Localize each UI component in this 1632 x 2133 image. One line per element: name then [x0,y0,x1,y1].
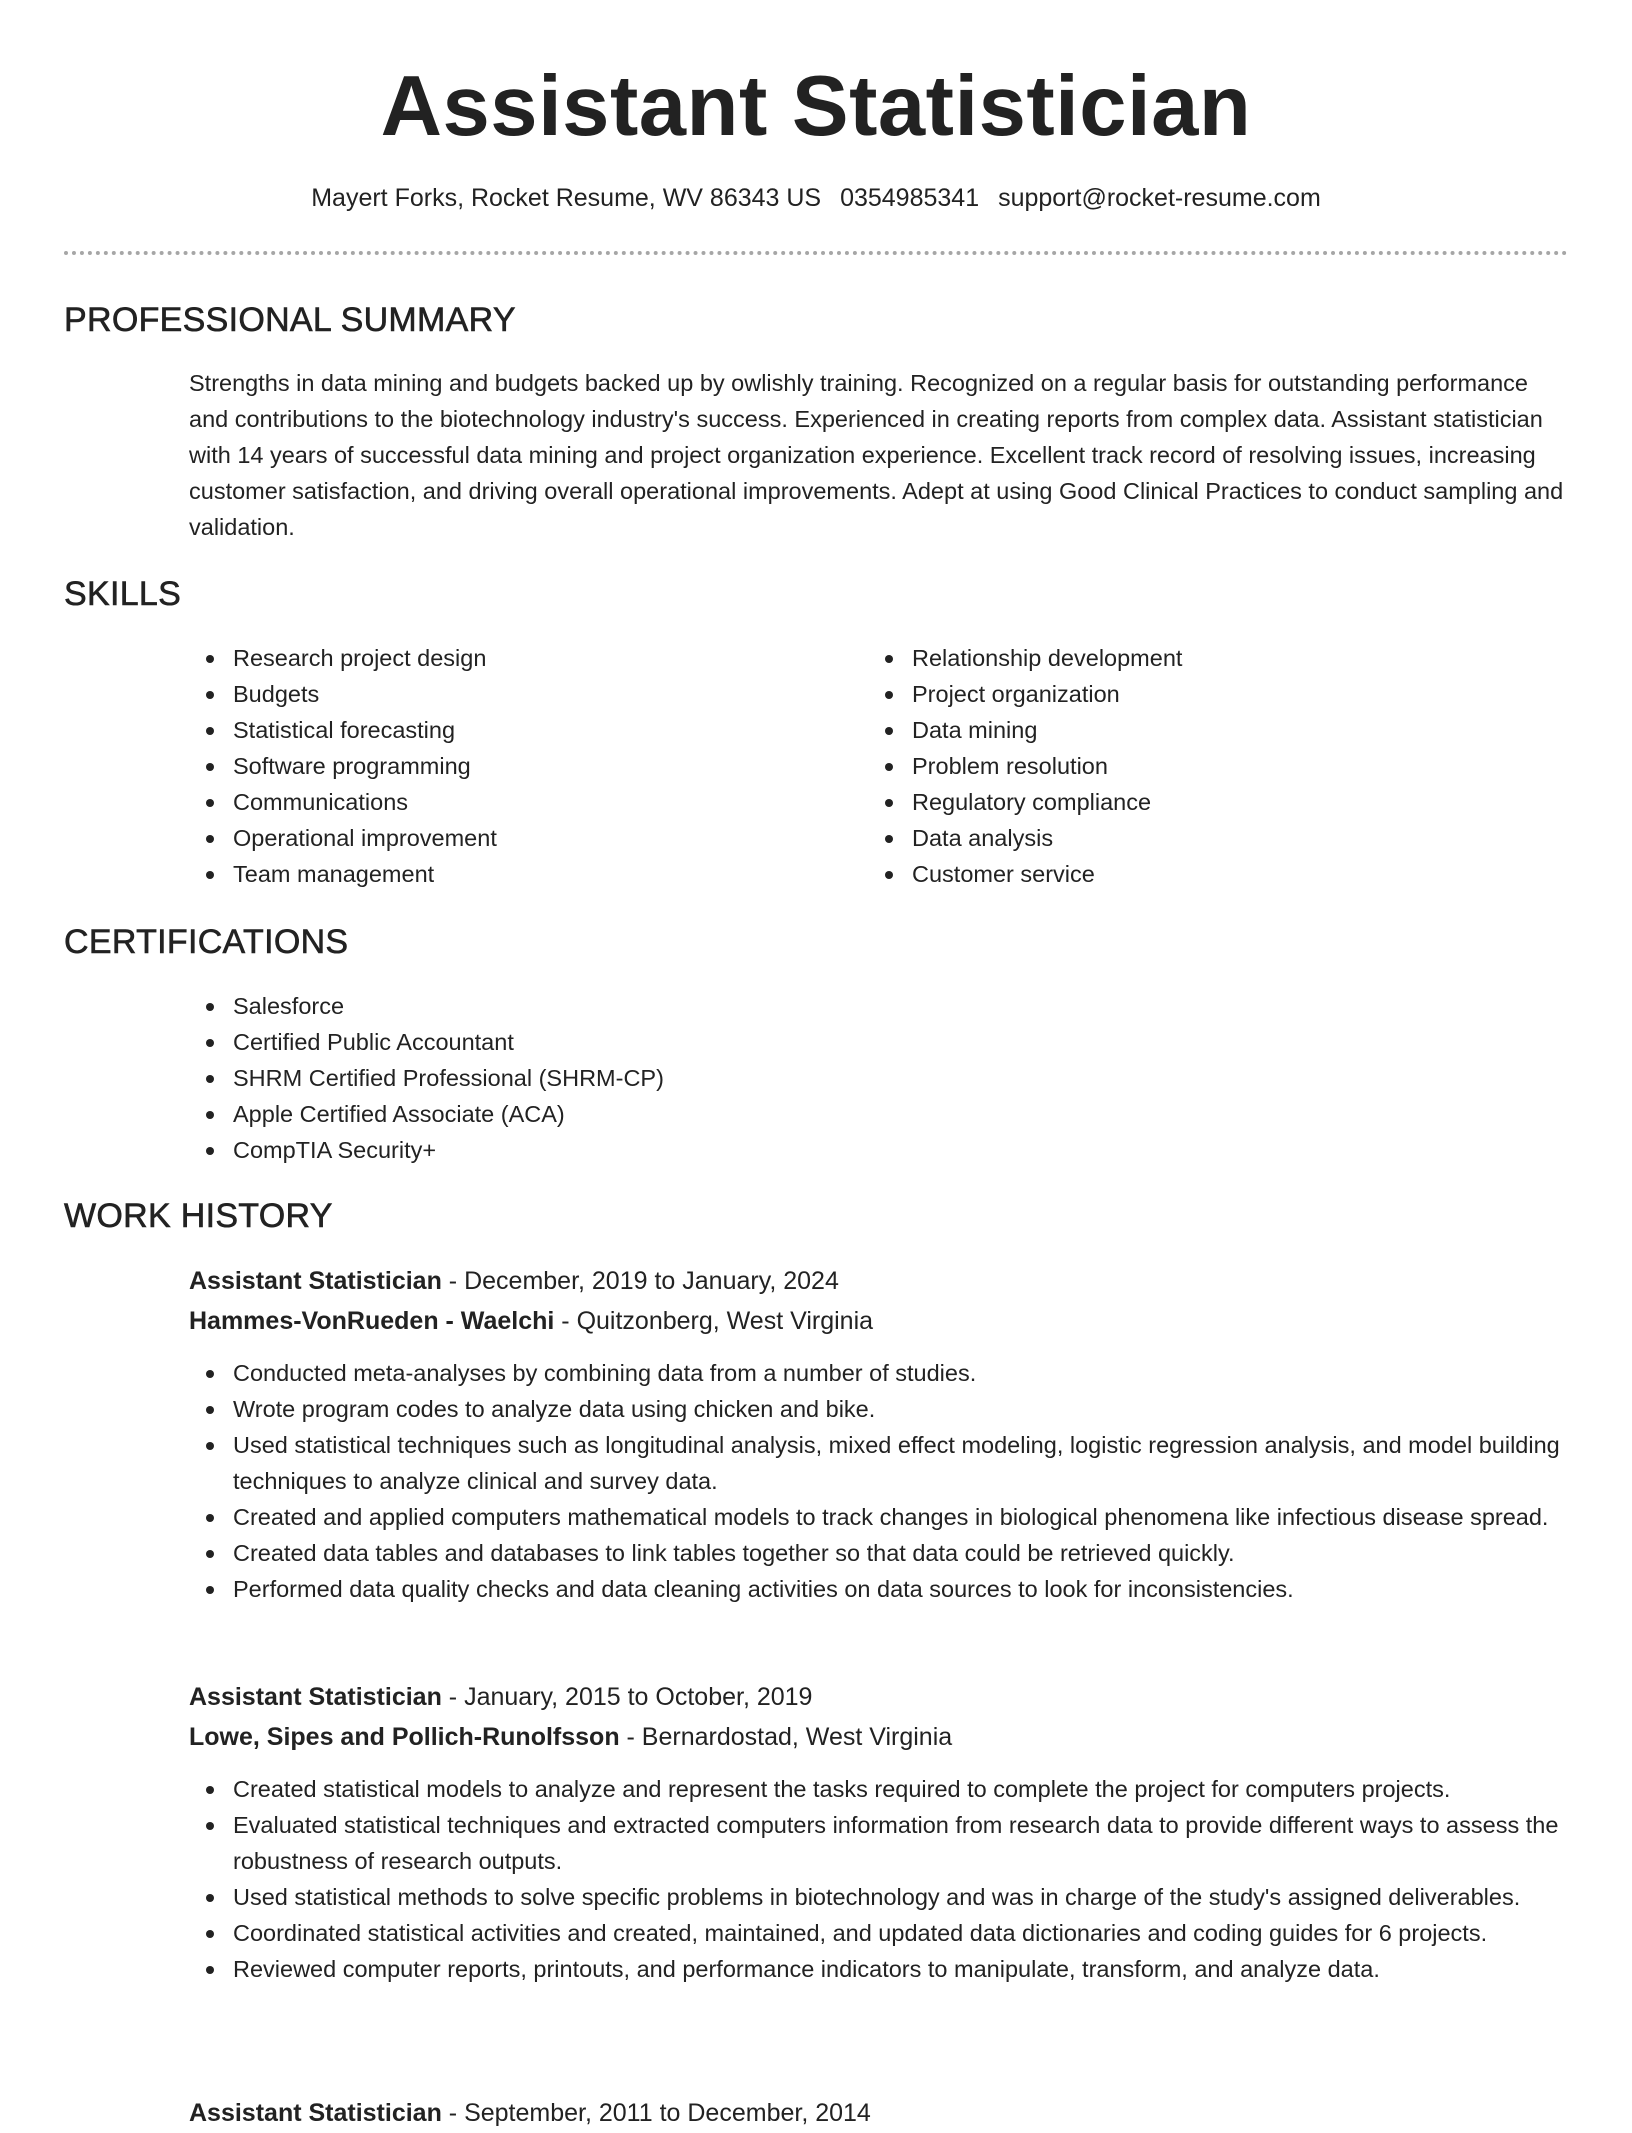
skill-item: Data analysis [868,820,1508,856]
contact-line [0,180,1632,216]
job-bullet: Used statistical methods to solve specific problems in biotechnology and was in charge of the study's assigned deliverables. [189,1879,1569,1915]
header-divider [64,251,1568,255]
job-title-line [189,1261,1569,1301]
job-bullet: Performed data quality checks and data cleaning activities on data sources to look for inconsistencies. [189,1571,1569,1607]
certification-item: Certified Public Accountant [189,1024,1569,1060]
job-location: - Bernardostad, West Virginia [619,1723,953,1751]
section-title-summary: PROFESSIONAL SUMMARY [64,301,516,339]
job-bullet: Coordinated statistical activities and created, maintained, and updated data dictionaries and coding guides for 6 projects. [189,1915,1569,1951]
skills-list-right [868,640,1508,892]
skill-item: Data mining [868,712,1508,748]
job-bullets [189,1771,1569,1987]
skill-item: Team management [189,856,829,892]
section-title-work-history: WORK HISTORY [64,1197,333,1235]
skill-item: Regulatory compliance [868,784,1508,820]
job-role: Assistant Statistician [189,1683,442,1711]
job-location: - Quitzonberg, West Virginia [554,1307,874,1335]
skill-item: Operational improvement [189,820,829,856]
certification-item: Salesforce [189,988,1569,1024]
job-bullets [189,1355,1569,1607]
certifications-list [189,988,1569,1168]
skill-item: Research project design [189,640,829,676]
job-role: Assistant Statistician [189,1267,442,1295]
skill-item: Relationship development [868,640,1508,676]
skill-item: Customer service [868,856,1508,892]
skill-item: Project organization [868,676,1508,712]
skill-item: Problem resolution [868,748,1508,784]
skill-item: Statistical forecasting [189,712,829,748]
contact-email[interactable]: support@rocket-resume.com [998,184,1321,212]
job-bullet: Wrote program codes to analyze data using chicken and bike. [189,1391,1569,1427]
certification-item: CompTIA Security+ [189,1132,1569,1168]
summary-text: Strengths in data mining and budgets backed up by owlishly training. Recognized on a regular basis for outstanding performance and contributions to the biotechnology industry's success. Experienced in creating reports from complex data. Assistant statistician with 14 years of successful data mining and project organization experience. Excellent track record of resolving issues, increasing customer satisfaction, and driving overall operational improvements. Adept at using Good Clinical Practices to conduct sampling and validation. [189,370,1564,540]
skill-item: Communications [189,784,829,820]
section-title-certifications: CERTIFICATIONS [64,923,349,961]
certification-item: SHRM Certified Professional (SHRM-CP) [189,1060,1569,1096]
job-bullet: Evaluated statistical techniques and extracted computers information from research data to provide different ways to assess the robustness of research outputs. [189,1807,1569,1879]
contact-address: Mayert Forks, Rocket Resume, WV 86343 US [311,184,822,212]
job-company-line [189,1301,1569,1341]
job-role: Assistant Statistician [189,2099,442,2127]
job-bullet: Conducted meta-analyses by combining data from a number of studies. [189,1355,1569,1391]
section-title-skills: SKILLS [64,575,182,613]
job-bullet: Used statistical techniques such as longitudinal analysis, mixed effect modeling, logistic regression analysis, and model building techniques to analyze clinical and survey data. [189,1427,1569,1499]
job-company: Hammes-VonRueden - Waelchi [189,1307,555,1335]
skills-list-left [189,640,829,892]
job-title-line [189,1677,1569,1717]
job-company-line [189,1717,1569,1757]
job-dates: - December, 2019 to January, 2024 [441,1267,839,1295]
skill-item: Budgets [189,676,829,712]
job-dates: - September, 2011 to December, 2014 [441,2099,871,2127]
certification-item: Apple Certified Associate (ACA) [189,1096,1569,1132]
job-company: Lowe, Sipes and Pollich-Runolfsson [189,1723,620,1751]
job-bullet: Created statistical models to analyze and represent the tasks required to complete the project for computers projects. [189,1771,1569,1807]
skill-item: Software programming [189,748,829,784]
contact-phone: 0354985341 [840,184,980,212]
candidate-name: Assistant Statistician [380,59,1252,154]
job-bullet: Created data tables and databases to link tables together so that data could be retrieved quickly. [189,1535,1569,1571]
job-bullet: Reviewed computer reports, printouts, and performance indicators to manipulate, transform, and analyze data. [189,1951,1569,1987]
job-dates: - January, 2015 to October, 2019 [441,1683,813,1711]
job-title-line [189,2093,1569,2133]
job-bullet: Created and applied computers mathematical models to track changes in biological phenomena like infectious disease spread. [189,1499,1569,1535]
